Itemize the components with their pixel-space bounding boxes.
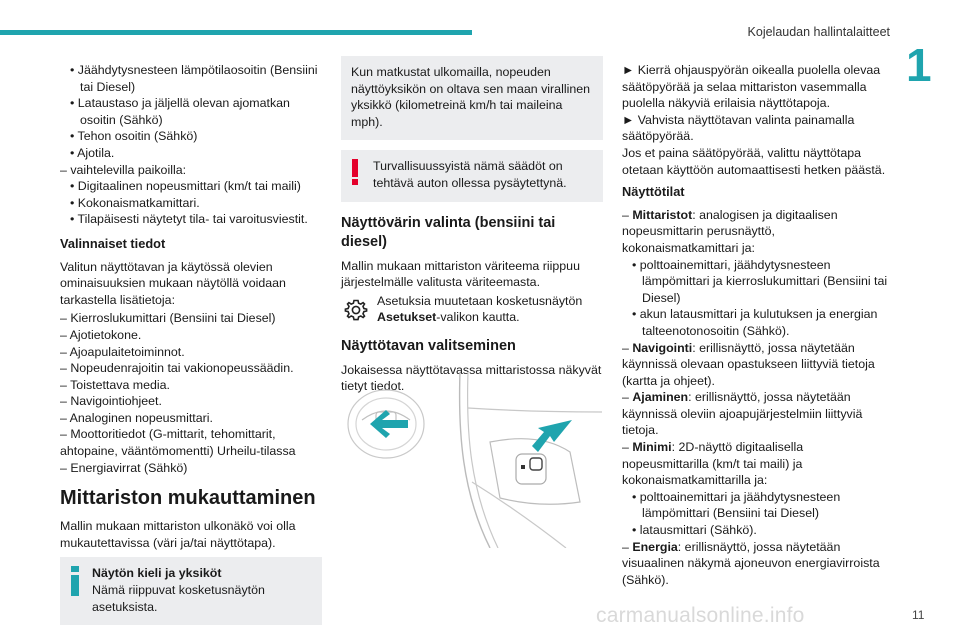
mode-label: Ajaminen [632,390,689,405]
step-rotate: ► Kierrä ohjauspyörän oikealla puolella olevaa säätöpyörää ja selaa mittariston vasemmalla puolella näkyviä erilaisia näyttötapoja. [622,63,881,111]
chapter-number: 1 [906,39,932,91]
dash: – [622,390,633,405]
page-number: 11 [912,608,925,622]
column-left [60,62,322,633]
list-item: • Jäähdytysnesteen lämpötilaosoitin (Bensiini tai Diesel) [70,63,318,94]
list-item: • akun latausmittari ja kulutuksen ja energian talteenotonosoitin (Sähkö). [632,307,878,338]
section-title: Kojelaudan hallintalaitteet [747,25,890,39]
mode-mittaristot [622,207,892,257]
arrow-indicator [532,420,572,452]
info-icon [69,566,81,596]
mode-label: Minimi [632,440,672,455]
mode-label: Energia [632,539,678,554]
list-item: – Energiavirrat (Sähkö) [60,460,188,475]
mode-heading: Näyttötavan valitseminen [341,337,516,354]
mode-description: : erillisnäyttö, jossa näytetään käynnissä olevaan opastukseen liittyviä tietoja (kartta ja ohjeet). [622,340,875,388]
column-middle [341,52,603,401]
mode-description: : analogisen ja digitaalisen nopeusmittarin perusnäyttö, kokonaismatkamittari ja: [622,207,838,255]
mode-ajaminen [622,389,892,439]
watermark: carmanualsonline.info [596,604,805,627]
list-item: • polttoainemittari ja jäähdytysnesteen lämpömittari (Bensiini tai Diesel) [632,489,841,521]
section-heading: Mittariston mukauttaminen [60,487,316,510]
list-item: • Tilapäisesti näytetyt tila- tai varoitusviestit. [70,212,308,227]
mode-label: Mittaristot [632,207,693,222]
mode-text: Jokaisessa näyttötavassa mittaristossa näkyvät tietyt tiedot. [341,362,602,394]
color-text: Mallin mukaan mittariston väriteema riippuu järjestelmälle valitusta väriteemasta. [341,258,580,290]
info-box [60,557,322,625]
settings-menu-name: Asetukset [377,310,437,325]
section-intro: Mallin mukaan mittariston ulkonäkö voi olla mukautettavissa (väri ja/tai näyttötapa). [60,519,296,550]
optional-info-list [60,310,322,476]
settings-text-before: Asetuksia muutetaan kosketusnäytön [377,293,583,308]
info-box-text: Nämä riippuvat kosketusnäytön asetuksista. [92,583,265,614]
list-item: – Kierroslukumittari (Bensiini tai Diesel) [60,311,276,326]
dash: – [622,207,633,222]
dash: – [622,539,633,554]
mode-description: : 2D-näyttö digitaalisella nopeusmittarilla (km/t tai maili) ja kokonaismatkamittarilla ja: [622,440,804,488]
list-item: – Navigointiohjeet. [60,394,162,409]
gear-icon [343,297,369,323]
list-item: • Digitaalinen nopeusmittari (km/t tai maili) [70,179,301,194]
list-item: • polttoainemittari, jäähdytysnesteen lämpömittari ja kierroslukumittari (Bensiini tai Diesel) [632,257,888,305]
list-item: – Ajoapulaitetoiminnot. [60,344,185,359]
settings-note [341,293,603,327]
mode-energia [622,539,892,589]
list-item: • Ajotila. [70,145,115,160]
column-right [622,62,892,588]
modes-heading: Näyttötilat [622,184,685,200]
settings-text-after: -valikon kautta. [436,310,520,325]
warning-text: Turvallisuussyistä nämä säädöt on tehtävä auton ollessa pysäytettynä. [373,159,567,190]
list-item: – Ajotietokone. [60,327,142,342]
list-item: – Analoginen nopeusmittari. [60,410,213,425]
list-item: • Tehon osoitin (Sähkö) [70,129,198,144]
optional-info-intro: Valitun näyttötavan ja käytössä olevien ominaisuuksien mukaan näytöllä voidaan tarkastella lisätietoja: [60,259,286,307]
list-item: – Nopeudenrajoitin tai vakionopeussäädin. [60,361,294,376]
list-item: • latausmittari (Sähkö). [632,523,757,538]
warning-box [341,150,603,201]
mode-label: Navigointi [632,340,693,355]
step-confirm: ► Vahvista näyttötavan valinta painamalla säätöpyörää. [622,112,855,144]
list-item: • Lataustaso ja jäljellä olevan ajomatkan osoitin (Sähkö) [70,96,290,127]
mode-navigointi [622,340,892,390]
info-box-title: Näytön kieli ja yksiköt [92,566,222,581]
mode-minimi [622,439,892,489]
dash: – [622,340,633,355]
mode-description: : erillisnäyttö, jossa näytetään visuaalinen näkymä ajoneuvon energiavirroista (Sähkö). [622,539,880,587]
steering-wheel-illustration [340,372,604,548]
list-item: – Moottoritiedot (G-mittarit, tehomittarit, ahtopaine, vääntömomentti) Urheilu-tilassa [60,427,296,459]
step-note: Jos et paina säätöpyörää, valittu näyttötapa otetaan käyttöön automaattisesti hetken päästä. [622,145,886,177]
list-item: – Toistettava media. [60,377,170,392]
dash: – [622,440,633,455]
color-heading: Näyttövärin valinta (bensiini tai diesel) [341,214,556,250]
mode-description: : erillisnäyttö, jossa näytetään käynnissä oleviin ajoapujärjestelmiin liittyviä tietoja. [622,390,863,438]
warning-icon [352,159,358,185]
list-item: – vaihtelevilla paikoilla: [60,162,187,177]
list-item: • Kokonaismatkamittari. [70,195,200,210]
optional-info-heading: Valinnaiset tiedot [60,235,166,251]
header-accent-bar [0,30,472,35]
note-box [341,56,603,140]
note-text: Kun matkustat ulkomailla, nopeuden näyttöyksikön on oltava sen maan virallinen yksikkö (kilometreinä km/h tai maileina mph). [351,65,590,129]
